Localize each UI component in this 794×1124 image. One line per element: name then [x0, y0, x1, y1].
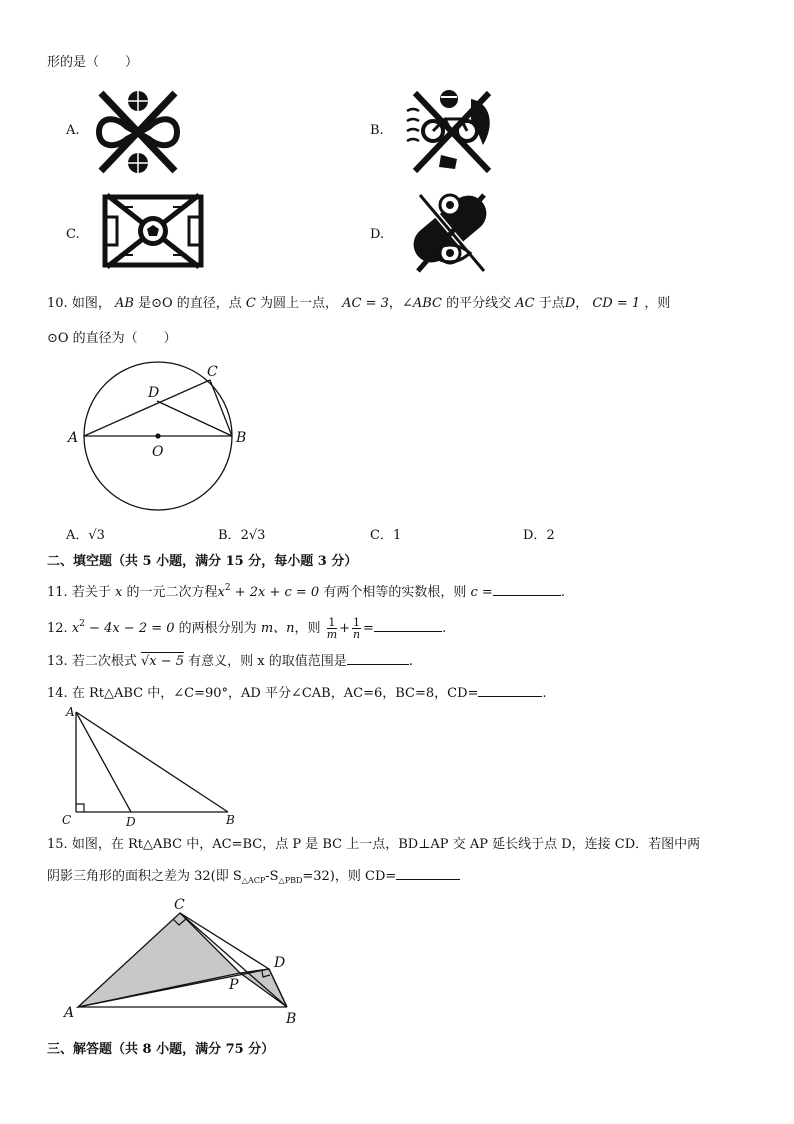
q12-number: 12. — [47, 621, 68, 636]
q12-text-b: ，则 — [294, 621, 321, 636]
q9-option-c-label: C. — [66, 227, 80, 242]
section-3-heading — [47, 1041, 274, 1059]
q9-option-b-image — [405, 85, 497, 177]
q9-option-a-image — [93, 87, 183, 177]
q14-number: 14. — [47, 686, 68, 701]
q15-text-a: 阴影三角形的面积之差为 32(即 S — [47, 869, 242, 884]
q12-fraction-2 — [352, 617, 361, 640]
choice-b-value: 2√3 — [240, 528, 266, 543]
q15-sub-acp: △ACP — [241, 876, 266, 885]
q10-choice-b — [218, 527, 265, 545]
q12-eq-rest: − 4x − 2 = 0 — [84, 621, 175, 636]
q9-option-d-label: D. — [370, 227, 385, 242]
q10-point-d: D — [564, 296, 576, 311]
q10-ac-eq: AC = 3 — [342, 296, 389, 311]
q14-text: 在 Rt△ABC 中，∠C=90°，AD 平分∠CAB，AC=6，BC=8，CD= — [71, 686, 479, 701]
q10-ab: AB — [114, 296, 134, 311]
q13-text-a: 若二次根式 — [71, 654, 137, 669]
q11-text-b: 的一元二次方程 — [126, 585, 218, 600]
q10-choice-c — [370, 527, 401, 545]
q12-answer-blank[interactable] — [374, 617, 442, 632]
choice-d-label: D． — [523, 528, 547, 543]
q11-text-a: 若关于 — [71, 585, 111, 600]
q9-stem-tail: 形的是（ ） — [47, 55, 139, 70]
q10-line2: ⊙O 的直径为（ ） — [47, 331, 177, 346]
label-d: D — [274, 955, 286, 971]
choice-c-value: 1 — [392, 528, 402, 543]
q9-option-d-image — [404, 187, 496, 275]
q9-option-c-image — [103, 191, 203, 271]
q12-text-a: 的两根分别为 — [178, 621, 257, 636]
q11-end: . — [560, 585, 565, 600]
q12 — [47, 612, 446, 641]
q14-answer-blank[interactable] — [478, 682, 542, 697]
q10-text-d: 的平分线交 — [446, 296, 512, 311]
q15-text-b: -S — [265, 869, 279, 884]
choice-a-label: A． — [66, 528, 89, 543]
label-a: A — [64, 1005, 75, 1021]
q12-eq-x: x — [71, 621, 80, 636]
q13-answer-blank[interactable] — [347, 650, 409, 665]
q15-triangle-figure — [60, 895, 310, 1030]
label-c: C — [62, 813, 72, 827]
section-2-detail: （共 5 小题，满分 15 分，每小题 3 分） — [112, 554, 358, 569]
q12-frac2-den: n — [352, 628, 361, 641]
q10-line1 — [47, 295, 670, 313]
q12-eq-exp: 2 — [79, 619, 85, 629]
q10-comma1: ， — [388, 296, 402, 311]
q10-text-f: ，则 — [644, 296, 671, 311]
q9-option-b-label: B. — [370, 123, 384, 138]
q13-text-b: 有意义，则 x 的取值范围是 — [188, 654, 347, 669]
label-d: D — [148, 385, 160, 401]
q15-line2 — [47, 865, 460, 890]
q11-text-c: 有两个相等的实数根，则 — [323, 585, 467, 600]
q10-number: 10. — [47, 296, 68, 311]
q10-choice-a — [66, 527, 105, 545]
label-p: P — [229, 977, 239, 993]
side-ab — [76, 712, 228, 812]
q10-circle-figure — [60, 360, 260, 520]
q12-end: . — [441, 621, 447, 636]
section-2-heading — [47, 553, 357, 571]
q12-frac1-den: m — [326, 628, 338, 641]
q12-eq: = — [363, 621, 374, 636]
q10-angle: ∠ABC — [401, 296, 442, 311]
label-c: C — [207, 364, 218, 380]
section-2-title: 二、填空题 — [47, 554, 113, 569]
q10-point-c: C — [245, 296, 256, 311]
q10-cd-eq: CD = 1 — [592, 296, 641, 311]
q11-answer-blank[interactable] — [493, 581, 561, 596]
q10-text-c: 为圆上一点， — [260, 296, 339, 311]
q10-ac: AC — [515, 296, 535, 311]
label-b: B — [236, 430, 247, 446]
choice-b-label: B． — [218, 528, 241, 543]
q15-number: 15. — [47, 837, 68, 852]
q11 — [47, 579, 565, 602]
q12-mn: m、n — [260, 621, 295, 636]
q14-end: . — [542, 686, 547, 701]
q14 — [47, 682, 547, 703]
shaded-triangle-acp — [78, 913, 240, 1007]
q15-text-line1: 如图，在 Rt△ABC 中，AC=BC，点 P 是 BC 上一点，BD⊥AP 交 AP 延长线于点 D，连接 CD．若图中两 — [71, 837, 701, 852]
q13 — [47, 650, 413, 671]
q11-eq-exp: 2 — [224, 583, 231, 593]
q15-text-c: =32)，则 CD= — [302, 869, 397, 884]
q12-plus: + — [339, 621, 351, 636]
q11-eq-x: x — [217, 585, 225, 600]
q9-option-a-label: A. — [66, 123, 80, 138]
q10-text-a: 如图， — [71, 296, 111, 311]
q10-comma2: ， — [575, 296, 589, 311]
q11-var-x: x — [114, 585, 123, 600]
q10-text-b: 是⊙O 的直径，点 — [138, 296, 242, 311]
q11-c-eq: c = — [470, 585, 493, 600]
q10-text-e: 于点 — [538, 296, 565, 311]
label-c: C — [174, 897, 185, 913]
q11-number: 11. — [47, 585, 68, 600]
label-a: A — [68, 430, 79, 446]
q13-radical: √x − 5 — [140, 654, 185, 669]
q14-triangle-figure — [58, 702, 248, 829]
chord-ac — [84, 380, 210, 436]
choice-a-value: √3 — [88, 528, 105, 543]
q15-answer-blank[interactable] — [396, 865, 460, 880]
label-d: D — [126, 815, 136, 829]
q10-choice-d — [523, 527, 555, 545]
q13-end: . — [408, 654, 413, 669]
choice-c-label: C． — [370, 528, 393, 543]
q12-fraction-1 — [327, 617, 337, 640]
center-point — [155, 433, 160, 438]
label-o: O — [152, 444, 164, 460]
label-a: A — [66, 705, 75, 719]
q15-sub-pbd: △PBD — [278, 876, 303, 885]
q12-frac2-num: 1 — [353, 616, 361, 629]
q11-eq-rest: + 2x + c = 0 — [230, 585, 320, 600]
choice-d-value: 2 — [546, 528, 555, 543]
segment-ad — [76, 712, 131, 812]
label-b: B — [226, 813, 235, 827]
section-3-detail: （共 8 小题，满分 75 分） — [112, 1042, 275, 1057]
label-b: B — [286, 1011, 297, 1027]
section-3-title: 三、解答题 — [47, 1042, 113, 1057]
q15-line1 — [47, 836, 700, 854]
right-angle-mark — [76, 804, 84, 812]
q13-number: 13. — [47, 654, 68, 669]
q12-frac1-num: 1 — [328, 616, 336, 629]
